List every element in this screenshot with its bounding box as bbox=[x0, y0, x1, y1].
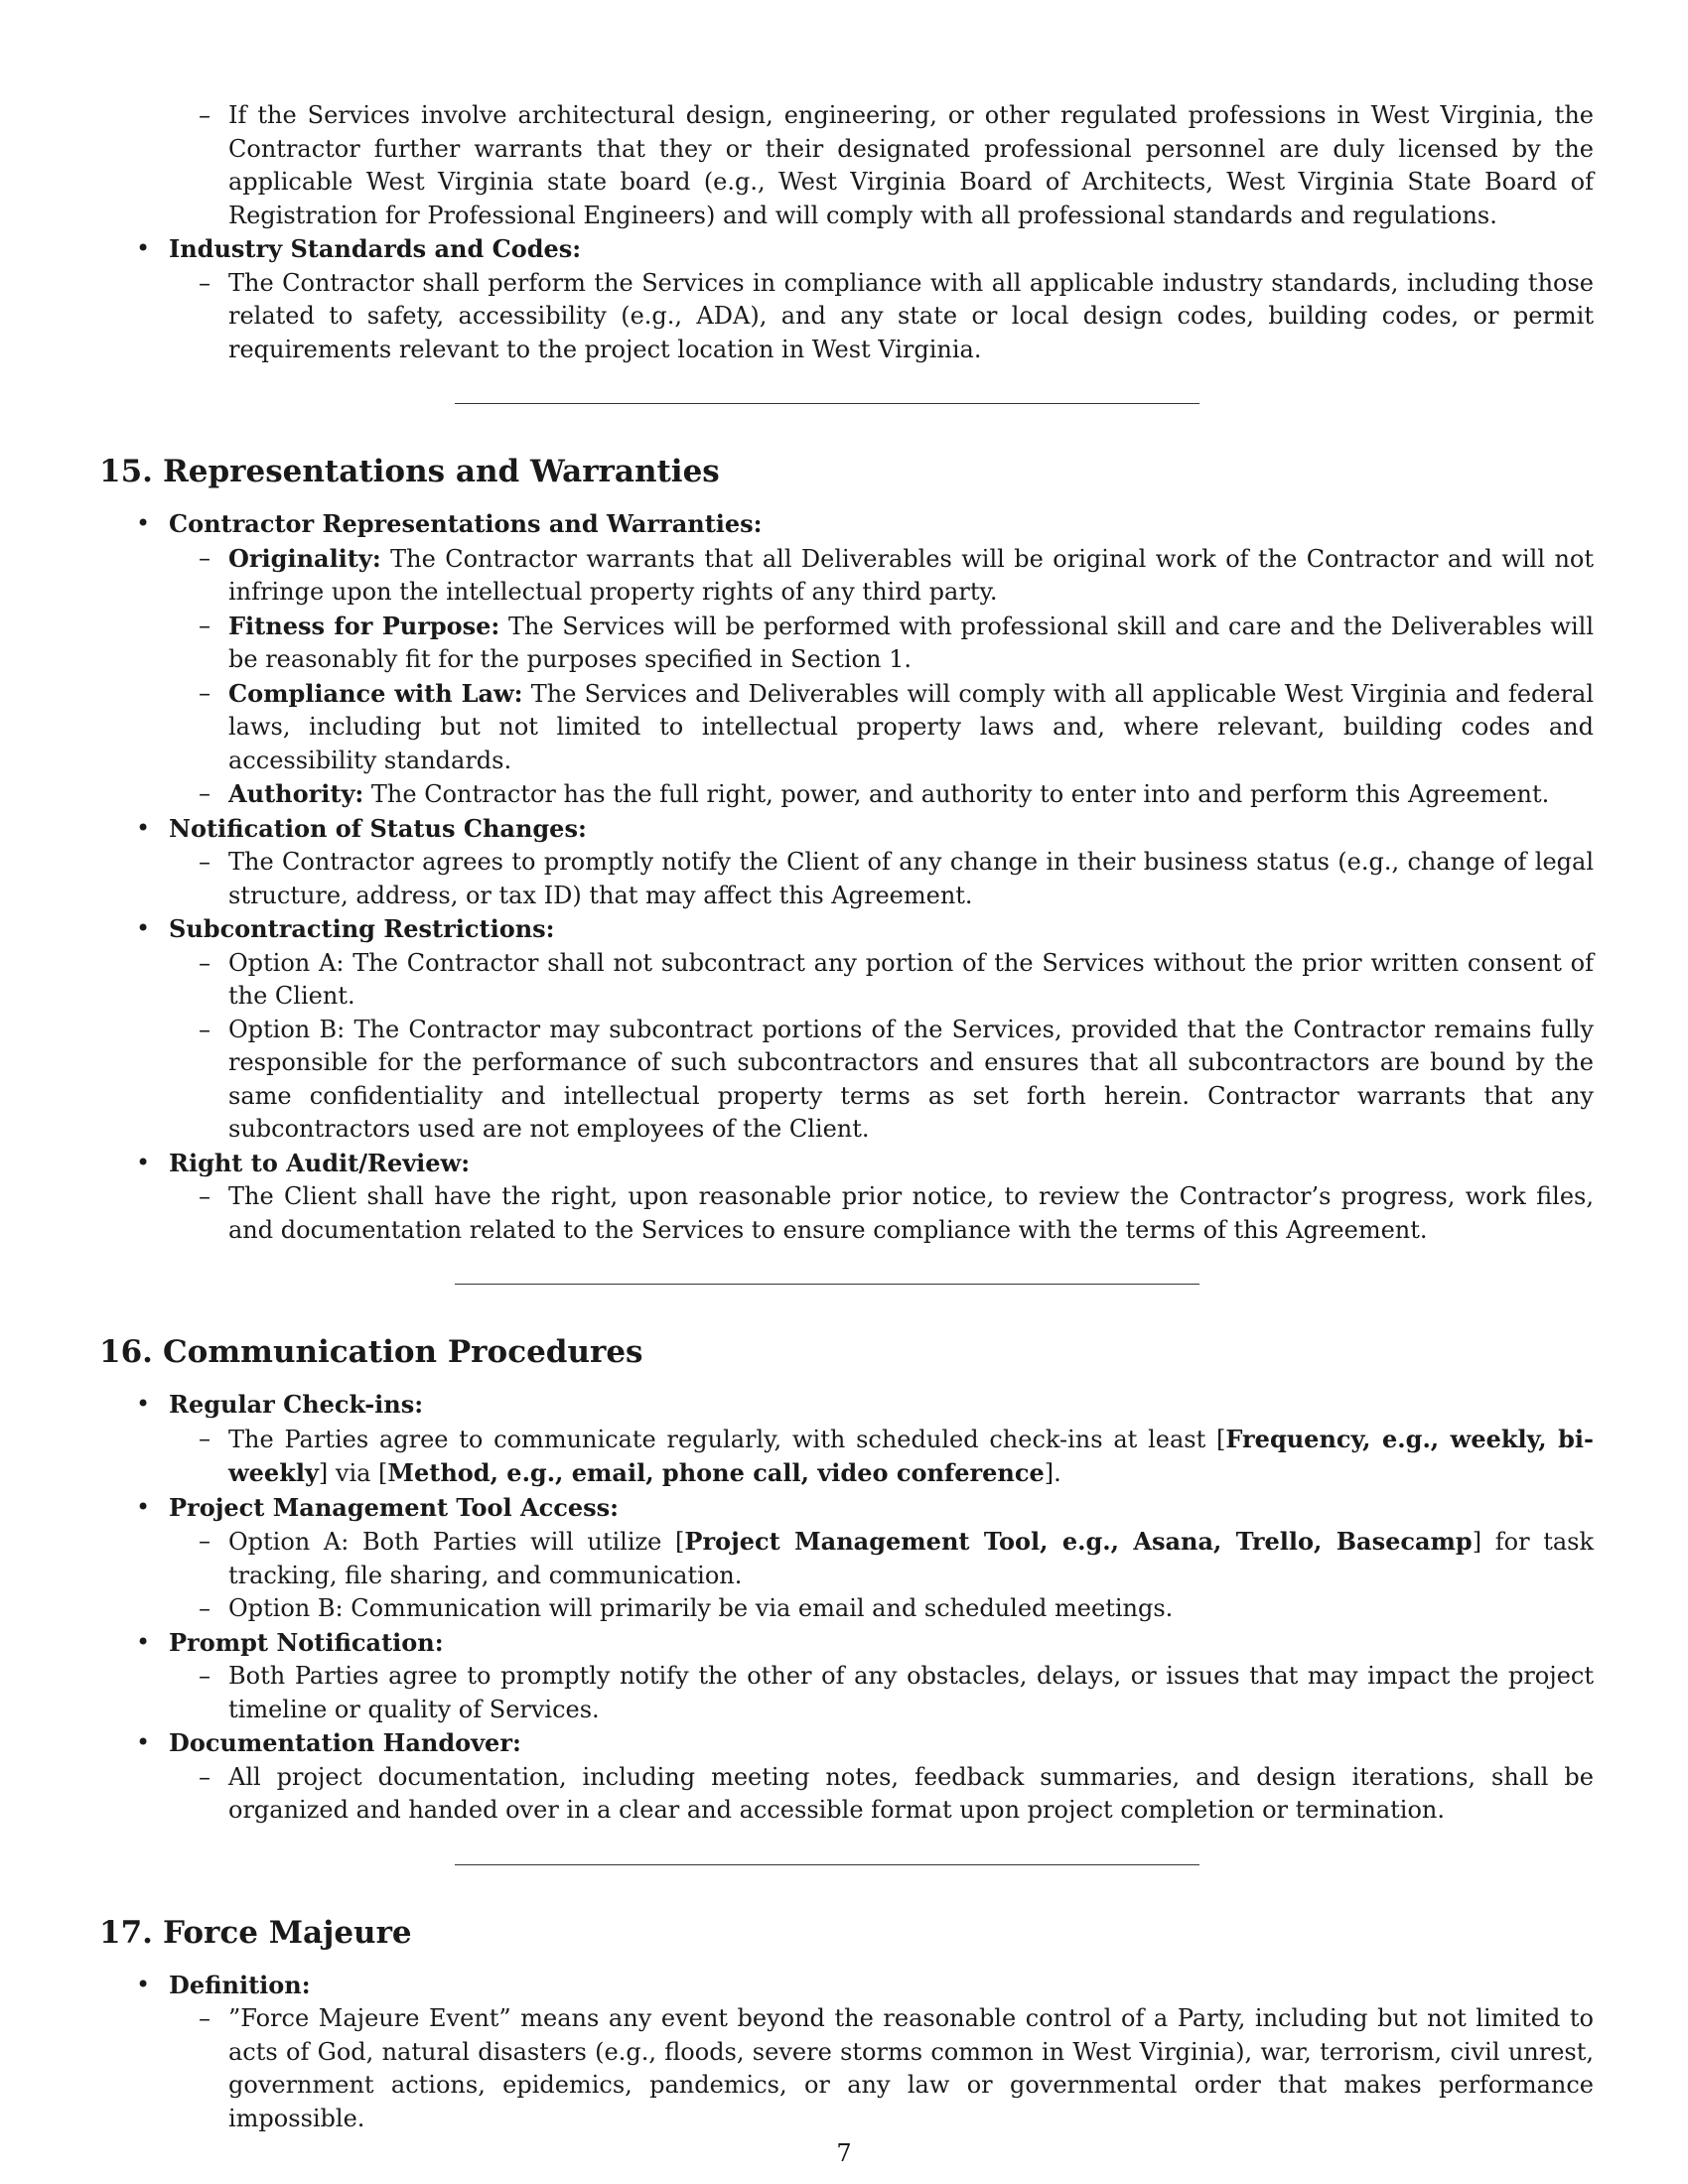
list-item bbox=[99, 542, 1594, 610]
list-item: – Both Parties agree to promptly notify the other of any obstacles, delays, or issues that may impact the project timeline or quality of Services. bbox=[99, 1660, 1594, 1726]
list-item: – The Contractor shall perform the Services in compliance with all applicable industry standards, including those related to safety, accessibility (e.g., ADA), and any state or local design codes, building codes, or permit requirements relevant to the project location in West Virginia. bbox=[99, 267, 1594, 367]
section-divider bbox=[455, 1284, 1199, 1285]
item-text: The Contractor has the full right, power, and authority to enter into and perform this Agreement. bbox=[363, 780, 1550, 808]
list-item: – The Contractor agrees to promptly notify the Client of any change in their business status (e.g., change of legal structure, address, or tax ID) that may affect this Agreement. bbox=[99, 846, 1594, 912]
sublist bbox=[99, 1423, 1594, 1491]
list-item: – If the Services involve architectural design, engineering, or other regulated professions in West Virginia, the Contractor further warrants that they or their designated professional personnel are duly licensed by the applicable West Virginia state board (e.g., West Virginia Board of Architects, West Virginia State Board of Registration for Professional Engineers) and will comply with all professional standards and regulations. bbox=[99, 99, 1594, 232]
continued-list bbox=[99, 232, 1594, 366]
section-16-list bbox=[99, 1388, 1594, 1828]
list-item bbox=[99, 1388, 1594, 1491]
section-divider bbox=[455, 1864, 1199, 1865]
list-item: – The Client shall have the right, upon reasonable prior notice, to review the Contractor’s progress, work files, and documentation related to the Services to ensure compliance with the terms of this Agreement. bbox=[99, 1180, 1594, 1247]
placeholder-text: Frequency, e.g., weekly, bi-weekly bbox=[228, 1424, 1594, 1487]
page-content bbox=[99, 99, 1594, 2135]
list-item bbox=[99, 232, 1594, 366]
list-item: – All project documentation, including meeting notes, feedback summaries, and design iterations, shall be organized and handed over in a clear and accessible format upon project completion or termination. bbox=[99, 1761, 1594, 1828]
item-label: Originality: bbox=[228, 543, 381, 573]
sublist bbox=[99, 1761, 1594, 1828]
bullet-heading: Industry Standards and Codes: bbox=[169, 234, 582, 263]
list-item: – Option A: The Contractor shall not subcontract any portion of the Services without the prior written consent of the Client. bbox=[99, 947, 1594, 1014]
list-item: – Option B: Communication will primarily be via email and scheduled meetings. bbox=[99, 1592, 1594, 1626]
sublist bbox=[99, 846, 1594, 912]
placeholder-text: Project Management Tool, e.g., Asana, Trello, Basecamp bbox=[684, 1527, 1473, 1556]
item-text: ] via [ bbox=[318, 1459, 388, 1487]
list-item bbox=[99, 1147, 1594, 1248]
sublist bbox=[99, 947, 1594, 1147]
bullet-heading: Notification of Status Changes: bbox=[169, 813, 587, 843]
bullet-heading: Definition: bbox=[169, 1970, 311, 1999]
continued-sublist bbox=[99, 99, 1594, 232]
item-text: The Parties agree to communicate regularly, with scheduled check-ins at least [ bbox=[228, 1425, 1226, 1453]
sublist bbox=[99, 542, 1594, 812]
list-item bbox=[99, 812, 1594, 913]
list-item bbox=[99, 610, 1594, 677]
item-text: ]. bbox=[1044, 1459, 1061, 1487]
section-15-list bbox=[99, 507, 1594, 1247]
section-number: 17. bbox=[99, 1914, 153, 1951]
sublist bbox=[99, 1180, 1594, 1247]
list-item bbox=[99, 1726, 1594, 1828]
list-item: – ”Force Majeure Event” means any event beyond the reasonable control of a Party, including but not limited to acts of God, natural disasters (e.g., floods, severe storms common in West Virginia), war, terrorism, civil unrest, government actions, epidemics, pandemics, or any law or governmental order that makes performance impossible. bbox=[99, 2002, 1594, 2135]
section-17-list bbox=[99, 1969, 1594, 2136]
item-label: Fitness for Purpose: bbox=[228, 611, 500, 640]
sublist bbox=[99, 1660, 1594, 1726]
list-item bbox=[99, 1626, 1594, 1727]
item-label: Authority: bbox=[228, 779, 364, 808]
list-item bbox=[99, 1423, 1594, 1491]
item-text: The Contractor warrants that all Deliverables will be original work of the Contractor and will not infringe upon the intellectual property rights of any third party. bbox=[228, 544, 1594, 606]
bullet-heading: Contractor Representations and Warranties: bbox=[169, 509, 763, 538]
bullet-heading: Right to Audit/Review: bbox=[169, 1148, 471, 1177]
item-text: Option A: Both Parties will utilize [ bbox=[228, 1528, 685, 1556]
bullet-heading: Project Management Tool Access: bbox=[169, 1492, 620, 1522]
section-title: Force Majeure bbox=[163, 1914, 412, 1951]
item-text: The Services will be performed with professional skill and care and the Deliverables will be reasonably fit for the purposes specified in Section 1. bbox=[228, 612, 1594, 673]
section-heading-17 bbox=[99, 1913, 1594, 1953]
section-title: Representations and Warranties bbox=[163, 454, 720, 489]
section-title: Communication Procedures bbox=[163, 1334, 643, 1370]
sublist bbox=[99, 1525, 1594, 1626]
page-number: 7 bbox=[836, 2139, 852, 2167]
list-item bbox=[99, 1969, 1594, 2136]
section-number: 15. bbox=[99, 454, 153, 489]
list-item: – Option B: The Contractor may subcontract portions of the Services, provided that the Contractor remains fully responsible for the performance of such subcontractors and ensures that all subcontractors are bound by the same confidentiality and intellectual property terms as set forth herein. Contractor warrants that any subcontractors used are not employees of the Client. bbox=[99, 1014, 1594, 1147]
list-item bbox=[99, 507, 1594, 812]
list-item bbox=[99, 677, 1594, 778]
item-text: ] for task tracking, file sharing, and communication. bbox=[228, 1528, 1595, 1589]
item-text: The Services and Deliverables will comply with all applicable West Virginia and federal laws, including but not limited to intellectual property laws and, where relevant, building codes and accessibility standards. bbox=[228, 679, 1595, 774]
sublist bbox=[99, 267, 1594, 367]
bullet-heading: Prompt Notification: bbox=[169, 1627, 444, 1657]
list-item bbox=[99, 777, 1594, 812]
bullet-heading: Regular Check-ins: bbox=[169, 1390, 424, 1419]
placeholder-text: Method, e.g., email, phone call, video conference bbox=[387, 1458, 1045, 1487]
bullet-heading: Subcontracting Restrictions: bbox=[169, 914, 555, 943]
sublist bbox=[99, 2002, 1594, 2135]
item-label: Compliance with Law: bbox=[228, 678, 523, 708]
bullet-heading: Documentation Handover: bbox=[169, 1728, 521, 1757]
list-item bbox=[99, 1491, 1594, 1626]
list-item bbox=[99, 1525, 1594, 1592]
section-number: 16. bbox=[99, 1334, 153, 1370]
section-heading-15 bbox=[99, 452, 1594, 491]
section-divider bbox=[455, 403, 1199, 404]
section-heading-16 bbox=[99, 1332, 1594, 1372]
list-item bbox=[99, 912, 1594, 1147]
